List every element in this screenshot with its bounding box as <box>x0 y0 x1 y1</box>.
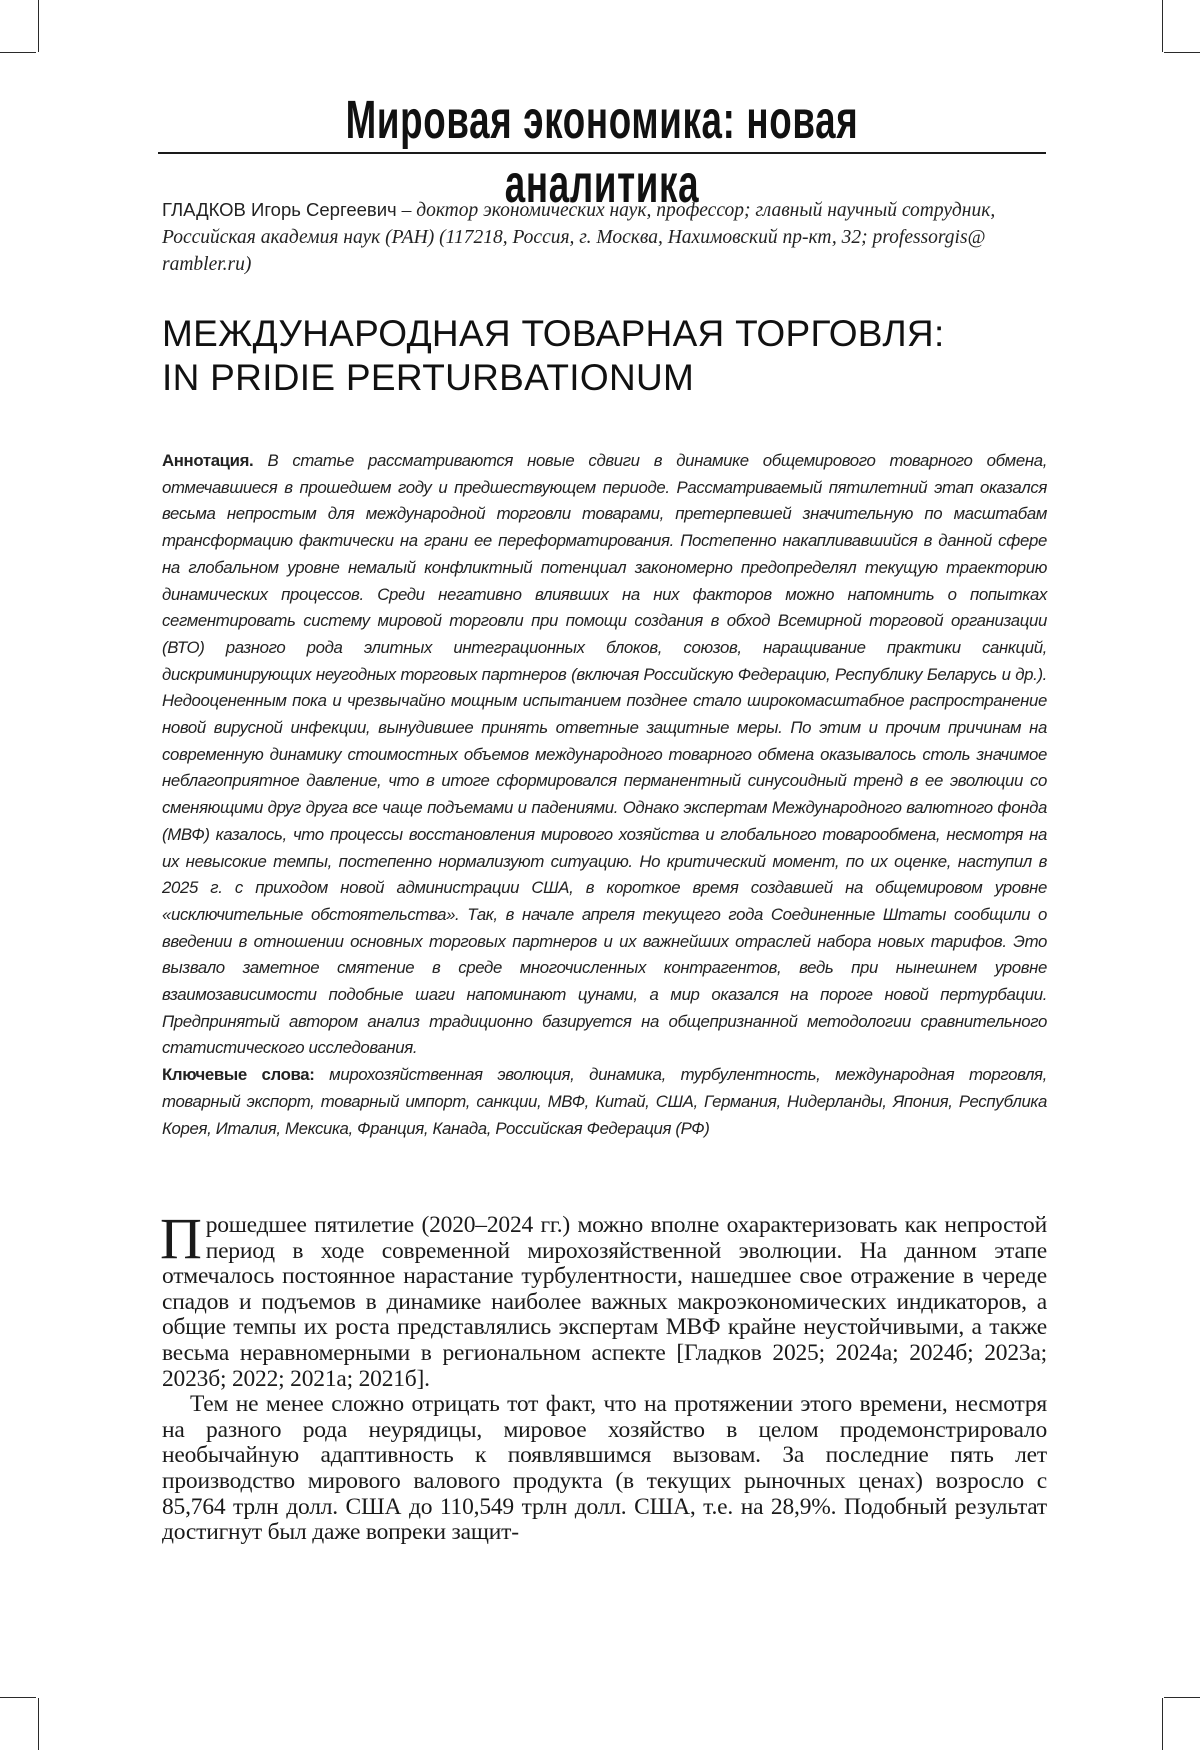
keywords <box>162 1062 1047 1142</box>
body-paragraph-2: Тем не менее сложно отрицать тот факт, что на протяжении этого времени, несмотря на разного рода неурядицы, мировое хозяйство в целом продемонстрировало необычайную адаптивность к появлявшимся вызовам. За последние пять лет производство мирового валового продукта (в текущих рыночных ценах) возросло с 85,764 трлн долл. США до 110,549 трлн долл. США, т.е. на 28,9%. Подобный результат достигнут был даже вопреки защит- <box>162 1391 1047 1546</box>
abstract-text: В статье рассматриваются новые сдвиги в динамике общемирового товарного обмена, отмечавшиеся в прошедшем году и предшествующем периоде. Рассматриваемый пятилетний этап оказался весьма непростым для международной торговли товарами, претерпевшей значительную по масштабам трансформацию фактически на грани ее переформатирования. Постепенно накапливавшийся в данной сфере на глобальном уровне немалый конфликтный потенциал закономерно предопределял текущую траекторию динамических процессов. Среди негативно влиявших на них факторов можно напомнить о попытках сегментировать систему мировой торговли при помощи создания в обход Всемирной торговой организации (ВТО) разного рода элитных интеграционных блоков, союзов, наращивание практики санкций, дискриминирующих неугодных торговых партнеров (включая Российскую Федерацию, Республику Беларусь и др.). Недооцененным пока и чрезвычайно мощным испытанием позднее стало широкомасштабное распространение новой вирусной инфекции, вынудившее принять ответные защитные меры. По этим и прочим причинам на современную динамику стоимостных объемов международного товарного обмена оказывалось столь значимое неблагоприятное давление, что в итоге сформировался перманентный синусоидный тренд в ее эволюции со сменяющими друг друга все чаще подъемами и падениями. Однако экспертам Международного валютного фонда (МВФ) казалось, что процессы восстановления мирового хозяйства и глобального товарообмена, несмотря на их невысокие темпы, постепенно нормализуют ситуацию. Но критический момент, по их оценке, наступил в 2025 г. с приходом новой администрации США, в короткое время создавшей на общемировом уровне «исключительные обстоятельства». Так, в начале апреля текущего года Соединенные Штаты сообщили о введении в отношении основных торговых партнеров и их важнейших отраслей набора новых тарифов. Это вызвало заметное смятение в среде многочисленных контрагентов, ведь при нынешнем уровне взаимозависимости подобные шаги напоминают цунами, а мир оказался на пороге новой пертурбации. Предпринятый автором анализ традиционно базируется на общепризнанной методологии сравнительного статистического исследования. <box>162 451 1047 1058</box>
section-header: Мировая экономика: новая аналитика <box>345 90 859 214</box>
article-title-line-1: МЕЖДУНАРОДНАЯ ТОВАРНАЯ ТОРГОВЛЯ: <box>162 313 945 354</box>
crop-mark-bottom-right-h <box>1164 1697 1200 1698</box>
abstract-block <box>162 448 1047 1142</box>
article-title <box>162 312 1042 400</box>
article-title-line-2: IN PRIDIE PERTURBATIONUM <box>162 357 695 398</box>
crop-mark-bottom-left-h <box>0 1697 36 1698</box>
crop-mark-top-left-v <box>38 0 39 52</box>
drop-cap: П <box>160 1206 202 1271</box>
author-block <box>162 196 1047 278</box>
crop-mark-bottom-right-v <box>1162 1698 1163 1750</box>
keywords-text: мирохозяйственная эволюция, динамика, турбулентность, международная торговля, товарный экспорт, товарный импорт, санкции, МВФ, Китай, США, Германия, Нидерланды, Япония, Республика Корея, Италия, Мексика, Франция, Канада, Российская Федерация (РФ) <box>162 1065 1047 1138</box>
body-paragraph-1 <box>160 1206 1047 1392</box>
crop-mark-top-right-h <box>1164 52 1200 53</box>
crop-mark-bottom-left-v <box>38 1698 39 1750</box>
header-rule <box>158 152 1046 154</box>
body-paragraph-1-text: рошедшее пятилетие (2020–2024 гг.) можно вполне охарактеризовать как непростой период в ходе современной мирохозяйственной эволюции. На данном этапе отмечалось постоянное нарастание турбулентности, нашедшее свое отражение в череде спадов и подъемов в динамике наиболее важных макроэкономических индикаторов, а общие темпы их роста представлялись экспертам МВФ крайне неустойчивыми, а также весьма неравномерными в региональном аспекте [Гладков 2025; 2024а; 2024б; 2023а; 2023б; 2022; 2021а; 2021б]. <box>162 1212 1047 1392</box>
article-body <box>160 1206 1047 1546</box>
abstract <box>162 448 1047 1062</box>
crop-mark-top-left-h <box>0 52 36 53</box>
abstract-label: Аннотация. <box>162 451 254 470</box>
keywords-label: Ключевые слова: <box>162 1065 315 1085</box>
author-details: – доктор экономических наук, профессор; главный научный сотрудник, Российская академия наук (РАН) (117218, Россия, г. Москва, Нахимовский пр-кт, 32; professorgis@ rambler.ru) <box>162 200 996 275</box>
author-name: ГЛАДКОВ Игорь Сергеевич <box>162 199 397 220</box>
crop-mark-top-right-v <box>1162 0 1163 52</box>
